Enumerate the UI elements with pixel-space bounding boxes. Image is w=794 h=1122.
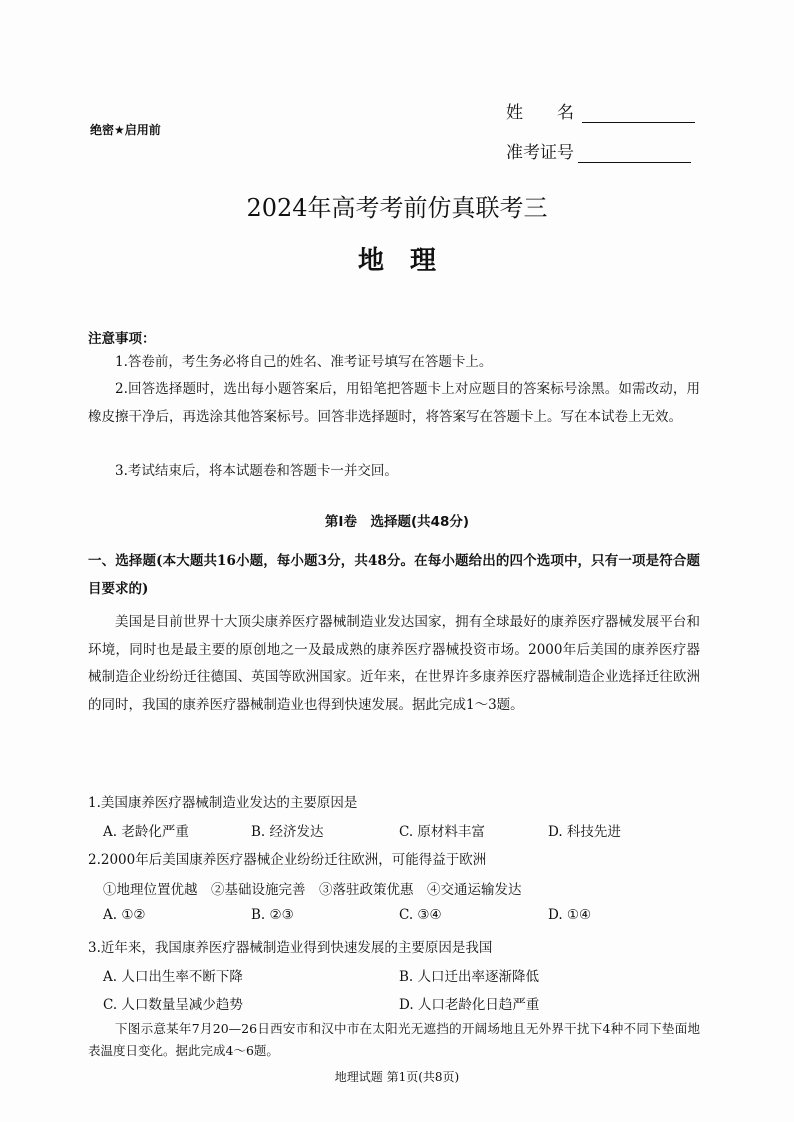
question-1-option-c[interactable]: C. 原材料丰富 [399, 824, 485, 840]
note-item-1: 1.答卷前，考生务必将自己的姓名、准考证号填写在答题卡上。 [115, 354, 493, 370]
exam-title: 2024年高考考前仿真联考三 [246, 194, 548, 222]
question-2-option-c[interactable]: C. ③④ [399, 907, 442, 923]
question-2-statements: ①地理位置优越 ②基础设施完善 ③落驻政策优惠 ④交通运输发达 [103, 882, 522, 898]
question-3-option-d[interactable]: D. 人口老龄化日趋严重 [399, 997, 540, 1013]
notes-title: 注意事项： [88, 331, 156, 347]
question-2-option-a[interactable]: A. ①② [103, 907, 146, 923]
name-blank[interactable] [582, 104, 695, 123]
exam-id-label: 准考证号 [506, 143, 574, 163]
question-1-stem: 1.美国康养医疗器械制造业发达的主要原因是 [88, 795, 358, 811]
question-2-option-d[interactable]: D. ①④ [548, 907, 592, 923]
exam-id-blank[interactable] [578, 144, 691, 163]
question-3-option-c[interactable]: C. 人口数量呈减少趋势 [103, 997, 243, 1013]
question-2-option-b[interactable]: B. ②③ [251, 907, 294, 923]
question-3-option-a[interactable]: A. 人口出生率不断下降 [103, 969, 243, 985]
section-heading: 第Ⅰ卷 选择题(共48分) [324, 514, 470, 530]
passage-2: 下图示意某年7月20—26日西安市和汉中市在太阳光无遮挡的开阔场地且无外界干扰下4种不同下垫面地表温度日变化。据此完成4～6题。 [88, 1021, 700, 1058]
name-field [506, 98, 695, 123]
question-3-stem: 3.近年来，我国康养医疗器械制造业得到快速发展的主要原因是我国 [88, 940, 493, 956]
question-3-option-b[interactable]: B. 人口迁出率逐渐降低 [399, 969, 540, 985]
question-1-option-b[interactable]: B. 经济发达 [251, 824, 324, 840]
confidential-label: 绝密★启用前 [90, 123, 161, 137]
name-label: 姓名 [506, 103, 608, 123]
question-1-option-a[interactable]: A. 老龄化严重 [103, 824, 189, 840]
question-1-option-d[interactable]: D. 科技先进 [548, 824, 621, 840]
part-intro: 一、选择题(本大题共16小题，每小题3分，共48分。在每小题给出的四个选项中，只有一项是符合题目要求的) [88, 553, 700, 597]
page-footer: 地理试题 第1页(共8页) [334, 1070, 460, 1084]
question-2-stem: 2.2000年后美国康养医疗器械企业纷纷迁往欧洲，可能得益于欧洲 [88, 852, 487, 868]
subject-title: 地理 [357, 246, 462, 276]
passage-1: 美国是目前世界十大顶尖康养医疗器械制造业发达国家，拥有全球最好的康养医疗器械发展平台和环境，同时也是最主要的原创地之一及最成熟的康养医疗器械投资市场。2000年后美国的康养医疗器械制造企业纷纷迁往德国、英国等欧洲国家。近年来，在世界许多康养医疗器械制造企业选择迁往欧洲的同时，我国的康养医疗器械制造业也得到快速发展。据此完成1～3题。 [88, 614, 700, 713]
exam-id-field [506, 138, 691, 163]
note-item-2: 2.回答选择题时，选出每小题答案后，用铅笔把答题卡上对应题目的答案标号涂黑。如需改动，用橡皮擦干净后，再选涂其他答案标号。回答非选择题时，将答案写在答题卡上。写在本试卷上无效。 [88, 381, 700, 425]
note-item-3: 3.考试结束后，将本试题卷和答题卡一并交回。 [115, 463, 398, 479]
